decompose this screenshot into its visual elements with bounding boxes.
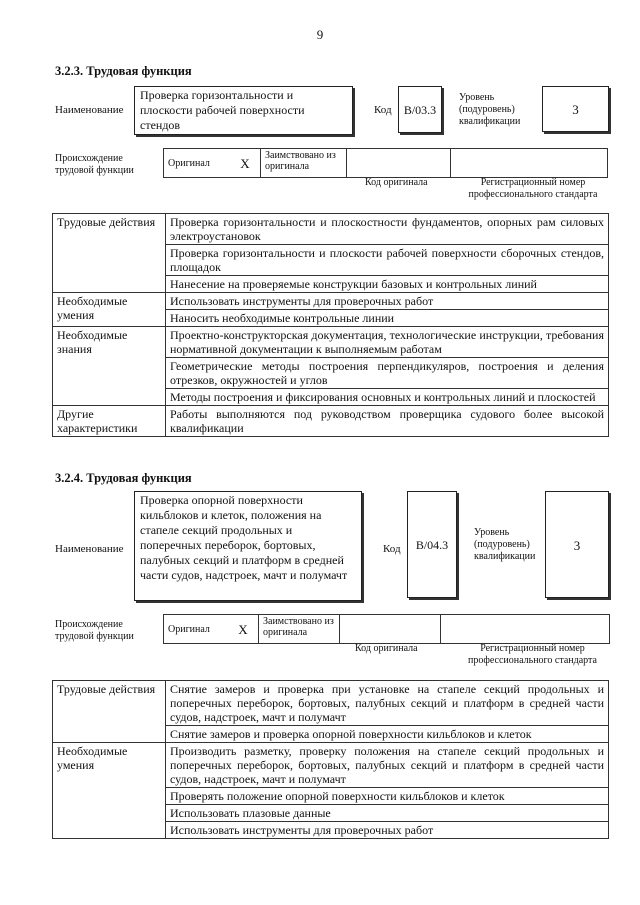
row-label: Необходимые умения (53, 743, 166, 839)
row-label: Трудовые действия (53, 681, 166, 743)
table-cell: Использовать инструменты для проверочных работ (166, 293, 609, 310)
level-box: 3 (545, 491, 609, 598)
origin-label: Происхождение трудовой функции (55, 619, 134, 642)
table-cell: Снятие замеров и проверка при установке на стапеле секций продольных и поперечных переборок, бортовых, палубных секций и платформ в средней части судов, надстроек, мачт и полумачт (166, 681, 609, 726)
row-label: Другие характеристики (53, 406, 166, 437)
row-label: Необходимые знания (53, 327, 166, 406)
reg-number-label: Регистрационный номер профессионального стандарта (468, 643, 597, 666)
original-mark: X (230, 149, 261, 178)
borrowed-label: Заимствовано из оригинала (259, 615, 340, 644)
table-cell: Методы построения и фиксирования основных и контрольных линий и плоскостей (166, 389, 609, 406)
function-name-box: Проверка горизонтальности и плоскости рабочей поверхности стендов (134, 86, 353, 135)
original-label: Оригинал (164, 149, 231, 178)
table-cell: Наносить необходимые контрольные линии (166, 310, 609, 327)
function-code-box: B/04.3 (407, 491, 457, 598)
function-code-box: B/03.3 (398, 86, 442, 133)
name-label: Наименование (55, 543, 124, 555)
table-cell: Использовать плазовые данные (166, 805, 609, 822)
function-table-323 (52, 213, 609, 437)
code-label: Код (374, 104, 392, 116)
reg-number-cell (451, 149, 608, 178)
table-cell: Проверять положение опорной поверхности кильблоков и клеток (166, 788, 609, 805)
code-label: Код (383, 543, 401, 555)
origin-label: Происхождение трудовой функции (55, 153, 134, 176)
reg-number-cell (441, 615, 610, 644)
level-label: Уровень (подуровень) квалификации (474, 527, 536, 562)
original-label: Оригинал (164, 615, 229, 644)
section-title: 3.2.3. Трудовая функция (55, 64, 192, 78)
table-cell: Снятие замеров и проверка опорной поверхности кильблоков и клеток (166, 726, 609, 743)
function-table-324 (52, 680, 609, 839)
table-cell: Нанесение на проверяемые конструкции базовых и контрольных линий (166, 276, 609, 293)
section-title: 3.2.4. Трудовая функция (55, 471, 192, 485)
name-label: Наименование (55, 104, 124, 116)
borrowed-label: Заимствовано из оригинала (261, 149, 347, 178)
original-mark: X (228, 615, 259, 644)
code-original-cell (340, 615, 441, 644)
origin-table (163, 614, 610, 644)
origin-table (163, 148, 608, 178)
code-original-label: Код оригинала (365, 177, 428, 188)
table-cell: Проверка горизонтальности и плоскости рабочей поверхности сборочных стендов, площадок (166, 245, 609, 276)
reg-number-label: Регистрационный номер профессионального стандарта (468, 177, 598, 200)
table-cell: Использовать инструменты для проверочных работ (166, 822, 609, 839)
code-original-cell (347, 149, 451, 178)
level-label: Уровень (подуровень) квалификации (459, 92, 521, 127)
page-number: 9 (316, 27, 324, 42)
function-name-box: Проверка опорной поверхности кильблоков и клеток, положения на стапеле секций продольных и поперечных переборок, бортовых, палубных секций и платформ в средней части судов, надстроек, мачт и полумачт (134, 491, 362, 601)
row-label: Трудовые действия (53, 214, 166, 293)
table-cell: Производить разметку, проверку положения на стапеле секций продольных и поперечных переборок, бортовых, палубных секций и платформ в средней части судов, надстроек, мачт и полумачт (166, 743, 609, 788)
table-cell: Геометрические методы построения перпендикуляров, построения и деления отрезков, окружностей и углов (166, 358, 609, 389)
table-cell: Проектно-конструкторская документация, технологические инструкции, требования нормативной документации к выполняемым работам (166, 327, 609, 358)
code-original-label: Код оригинала (355, 643, 418, 654)
table-cell: Работы выполняются под руководством проверщика судового более высокой квалификации (166, 406, 609, 437)
table-cell: Проверка горизонтальности и плоскостности фундаментов, опорных рам силовых электроустановок (166, 214, 609, 245)
level-box: 3 (542, 86, 609, 132)
row-label: Необходимые умения (53, 293, 166, 327)
